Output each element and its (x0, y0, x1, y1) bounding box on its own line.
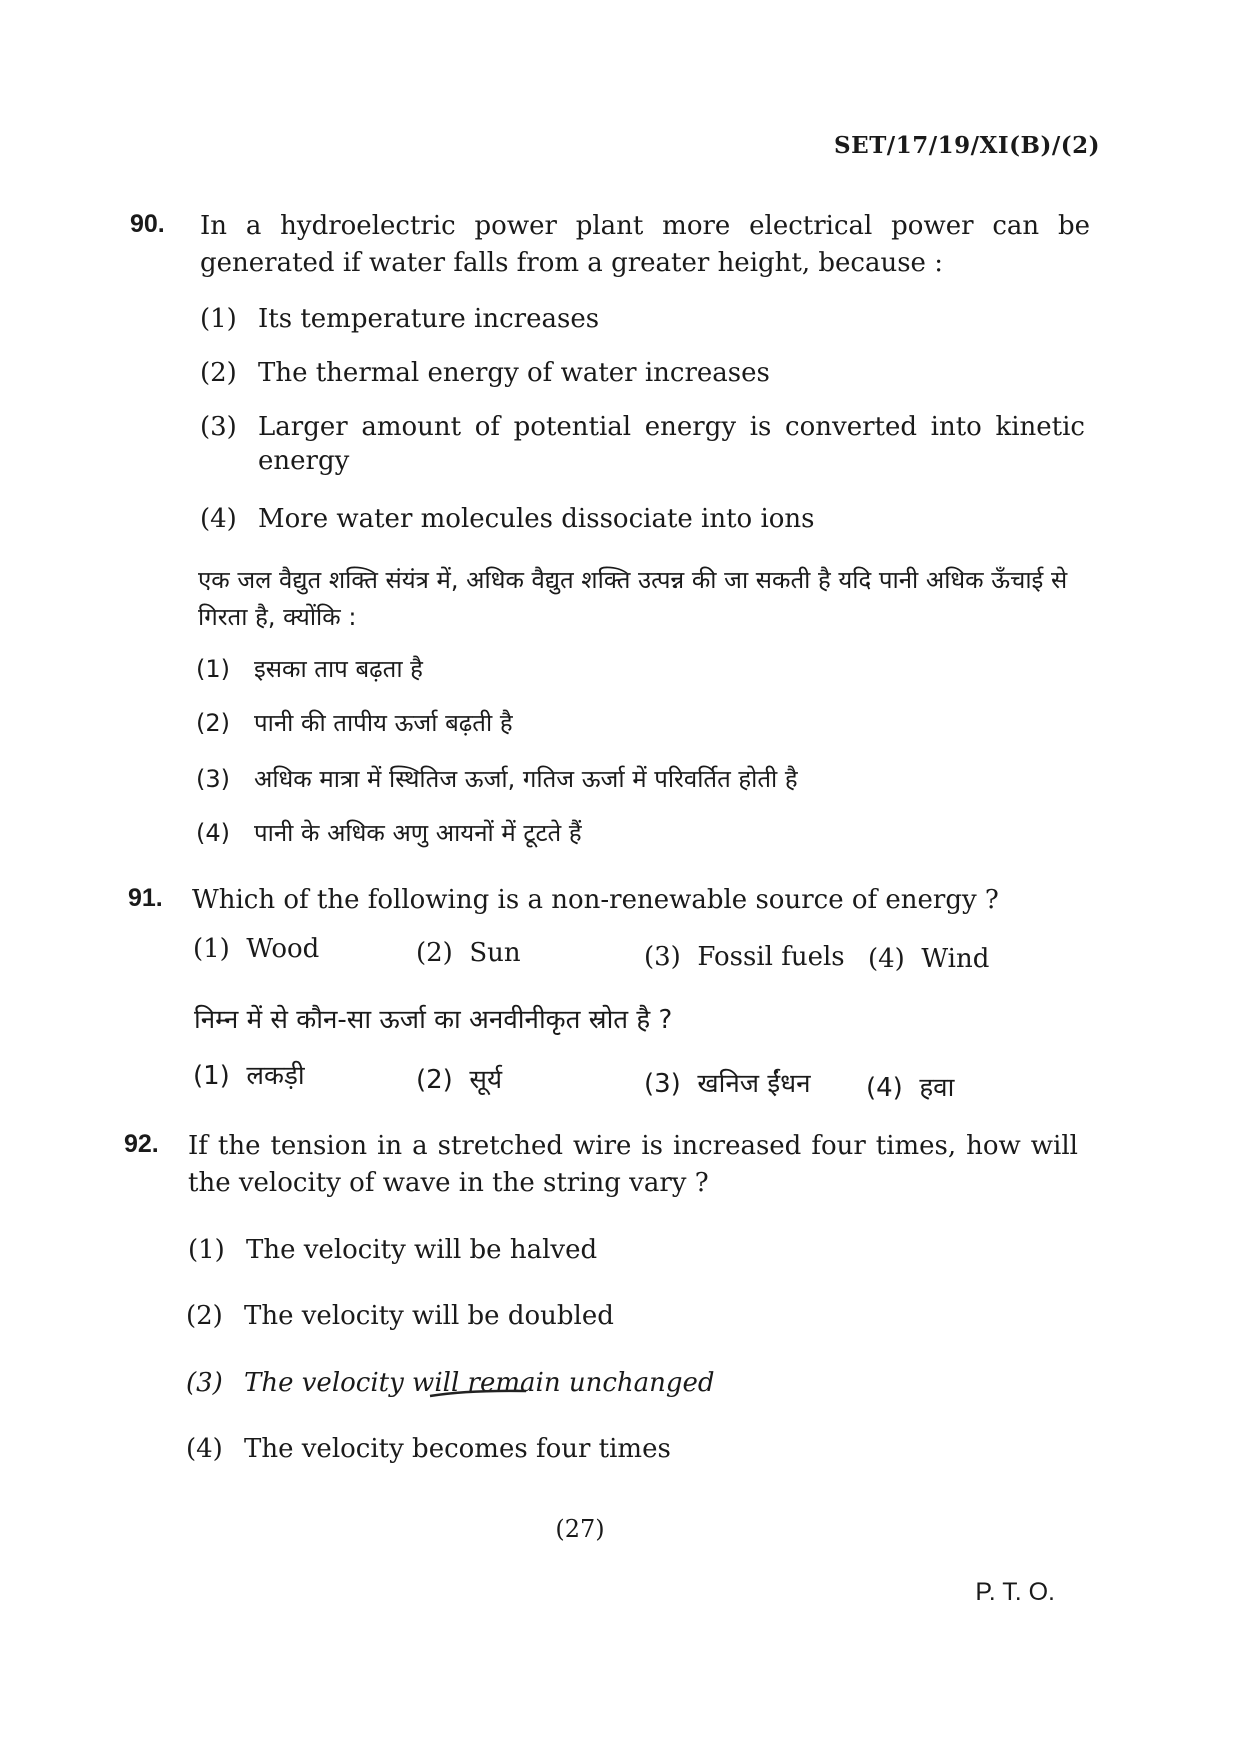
q92-option-1 (188, 1233, 597, 1267)
option-text: More water molecules dissociate into ions (258, 504, 815, 534)
set-code: SET/17/19/XI(B)/(2) (834, 132, 1100, 159)
question-number: 92. (124, 1130, 159, 1158)
q91-option-1 (193, 934, 319, 964)
q91-option-4 (868, 944, 989, 974)
q91-option-hi-1 (193, 1056, 305, 1092)
q91-option-hi-4 (866, 1068, 954, 1104)
q91-text-hi: निम्न में से कौन-सा ऊर्जा का अनवीनीकृत स्रोत है ? (194, 1005, 673, 1035)
option-number: (3) (196, 765, 230, 793)
option-number: (2) (196, 709, 230, 737)
option-text: खनिज ईंधन (697, 1069, 811, 1099)
option-text: Sun (469, 938, 521, 968)
q90-option-3 (200, 410, 1085, 478)
option-number: (1) (188, 1235, 225, 1265)
option-text: सूर्य (469, 1065, 503, 1095)
option-text: हवा (919, 1073, 955, 1103)
pen-underline-mark (428, 1388, 528, 1398)
option-number: (2) (200, 358, 237, 388)
option-number: (4) (196, 819, 230, 847)
q92-option-4 (186, 1432, 671, 1466)
option-text: Fossil fuels (697, 942, 845, 972)
q90-option-hi-2 (196, 706, 513, 740)
q92-option-2 (186, 1299, 614, 1333)
option-text: The velocity becomes four times (244, 1434, 671, 1464)
question-92 (124, 1128, 1084, 1202)
question-number: 90. (130, 210, 165, 238)
option-number: (2) (186, 1301, 223, 1331)
option-number: (1) (200, 304, 237, 334)
q90-option-hi-1 (196, 652, 423, 686)
q91-option-hi-2 (416, 1060, 502, 1096)
q91-option-hi-3 (644, 1064, 811, 1100)
question-number: 91. (128, 884, 163, 912)
option-number: (4) (186, 1434, 223, 1464)
option-number: (1) (193, 1061, 230, 1091)
question-text-en: Which of the following is a non-renewable source of energy ? (192, 885, 999, 915)
question-90 (130, 208, 1090, 282)
option-number: (2) (416, 938, 453, 968)
option-text: Its temperature increases (258, 304, 600, 334)
option-text: Larger amount of potential energy is converted into kinetic energy (258, 412, 1085, 476)
option-number: (4) (868, 944, 905, 974)
option-number: (3) (200, 412, 237, 442)
q91-option-3 (644, 942, 845, 972)
q90-option-1 (200, 302, 599, 336)
q90-option-4 (200, 502, 815, 536)
option-number: (1) (193, 934, 230, 964)
option-number: (3) (644, 1069, 681, 1099)
q91-option-2 (416, 938, 521, 968)
option-text: Wind (921, 944, 990, 974)
option-number: (4) (200, 504, 237, 534)
option-number: (1) (196, 655, 230, 683)
option-text: पानी के अधिक अणु आयनों में टूटते हैं (254, 819, 582, 847)
q90-option-hi-4 (196, 816, 582, 850)
question-91 (128, 882, 1088, 919)
option-text: अधिक मात्रा में स्थितिज ऊर्जा, गतिज ऊर्जा में परिवर्तित होती है (254, 765, 798, 793)
option-number: (3) (186, 1368, 223, 1398)
option-text: पानी की तापीय ऊर्जा बढ़ती है (254, 709, 513, 737)
option-text: The velocity will be halved (246, 1235, 598, 1265)
q90-text-hi: एक जल वैद्युत शक्ति संयंत्र में, अधिक वैद्युत शक्ति उत्पन्न की जा सकती है यदि पानी अधिक ऊँचाई से गिरता है, क्योंकि : (198, 566, 1068, 631)
option-text: लकड़ी (246, 1061, 305, 1091)
option-text: The velocity will be doubled (244, 1301, 614, 1331)
page-number: (27) (555, 1515, 605, 1543)
option-number: (2) (416, 1065, 453, 1095)
option-text: Wood (246, 934, 320, 964)
q90-option-2 (200, 356, 770, 390)
option-text: The thermal energy of water increases (258, 358, 770, 388)
question-text-en: If the tension in a stretched wire is increased four times, how will the velocity of wave in the string vary ? (188, 1131, 1078, 1198)
option-number: (3) (644, 942, 681, 972)
option-text: The velocity will remain unchanged (244, 1368, 715, 1398)
q90-option-hi-3 (196, 762, 798, 796)
option-text: इसका ताप बढ़ता है (254, 655, 423, 683)
question-text-en: In a hydroelectric power plant more electrical power can be generated if water falls from a greater height, because : (200, 211, 1090, 278)
pto-label: P. T. O. (975, 1578, 1055, 1606)
option-number: (4) (866, 1073, 903, 1103)
